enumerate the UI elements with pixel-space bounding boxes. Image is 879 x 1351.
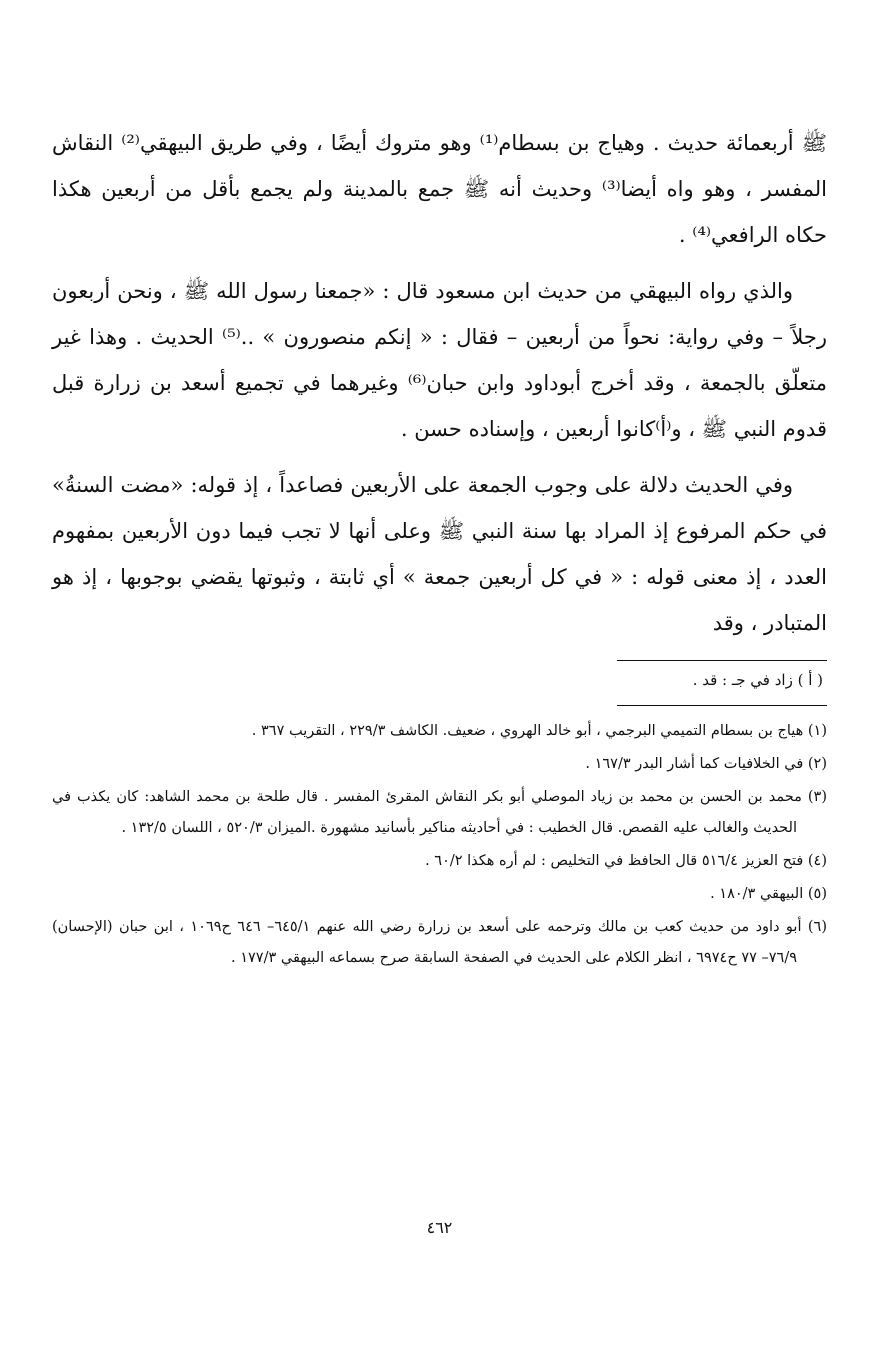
footnote-3: (٣) محمد بن الحسن بن محمد بن زياد الموصلي أبو بكر النقاش المقرئ المفسر . قال طلحة بن محمد الشاهد: كان يكذب في الحديث والغالب عليه القصص. قال الخطيب : في أحاديثه مناكير بأسانيد مشهورة .الميزان ٥٢٠/٣ ، اللسان ١٣٢/٥ . — [52, 789, 827, 836]
page-number: ٤٦٢ — [426, 1218, 453, 1237]
footnote-6: (٦) أبو داود من حديث كعب بن مالك وترحمه على أسعد بن زرارة رضي الله عنهم ٦٤٥/١– ٦٤٦ ح١٠٦٩ ، ابن حبان (الإحسان) ٧٦/٩– ٧٧ ح٦٩٧٤ ، انظر الكلام على الحديث في الصفحة السابقة صرح بسماعه البيهقي ١٧٧/٣ . — [52, 919, 827, 966]
variant-separator — [617, 660, 827, 661]
footnote-5: (٥) البيهقي ١٨٠/٣ . — [710, 886, 827, 902]
paragraph-1: ﷺ أربعمائة حديث . وهياج بن بسطام⁽¹⁾ وهو متروك أيضًا ، وفي طريق البيهقي⁽²⁾ النقاش المفسر ، وهو واه أيضا⁽³⁾ وحديث أنه ﷺ جمع بالمدينة ولم يجمع بأقل من أربعين هكذا حكاه الرافعي⁽⁴⁾ . — [52, 131, 827, 247]
footnote-1: (١) هياج بن بسطام التميمي البرجمي ، أبو خالد الهروي ، ضعيف. الكاشف ٢٢٩/٣ ، التقريب ٣٦٧ . — [251, 723, 827, 739]
footnote-separator — [617, 705, 827, 706]
footnotes — [52, 716, 827, 974]
variant-note: ( أ ) زاد في جـ : قد . — [692, 671, 823, 689]
paragraph-3: وفي الحديث دلالة على وجوب الجمعة على الأربعين فصاعداً ، إذ قوله: «مضت السنةُ» في حكم المرفوع إذ المراد بها سنة النبي ﷺ وعلى أنها لا تجب فيما دون الأربعين بمفهوم العدد ، إذ معنى قوله : « في كل أربعين جمعة » أي ثابتة ، وثبوتها يقضي بوجوبها ، إذ هو المتبادر ، وقد — [52, 473, 827, 635]
footnote-4: (٤) فتح العزيز ٥١٦/٤ قال الحافظ في التخليص : لم أره هكذا ٦٠/٢ . — [425, 853, 827, 869]
main-text — [52, 120, 827, 646]
footnote-2: (٢) في الخلافيات كما أشار البدر ١٦٧/٣ . — [585, 756, 827, 772]
paragraph-2: والذي رواه البيهقي من حديث ابن مسعود قال : «جمعنا رسول الله ﷺ ، ونحن أربعون رجلاً – وفي رواية: نحواً من أربعين – فقال : « إنكم منصورون » ..⁽⁵⁾ الحديث . وهذا غير متعلّق بالجمعة ، وقد أخرج أبوداود وابن حبان⁽⁶⁾ وغيرهما في تجميع أسعد بن زرارة قبل قدوم النبي ﷺ ، و⁽أ⁾كانوا أربعين ، وإسناده حسن . — [52, 279, 827, 441]
